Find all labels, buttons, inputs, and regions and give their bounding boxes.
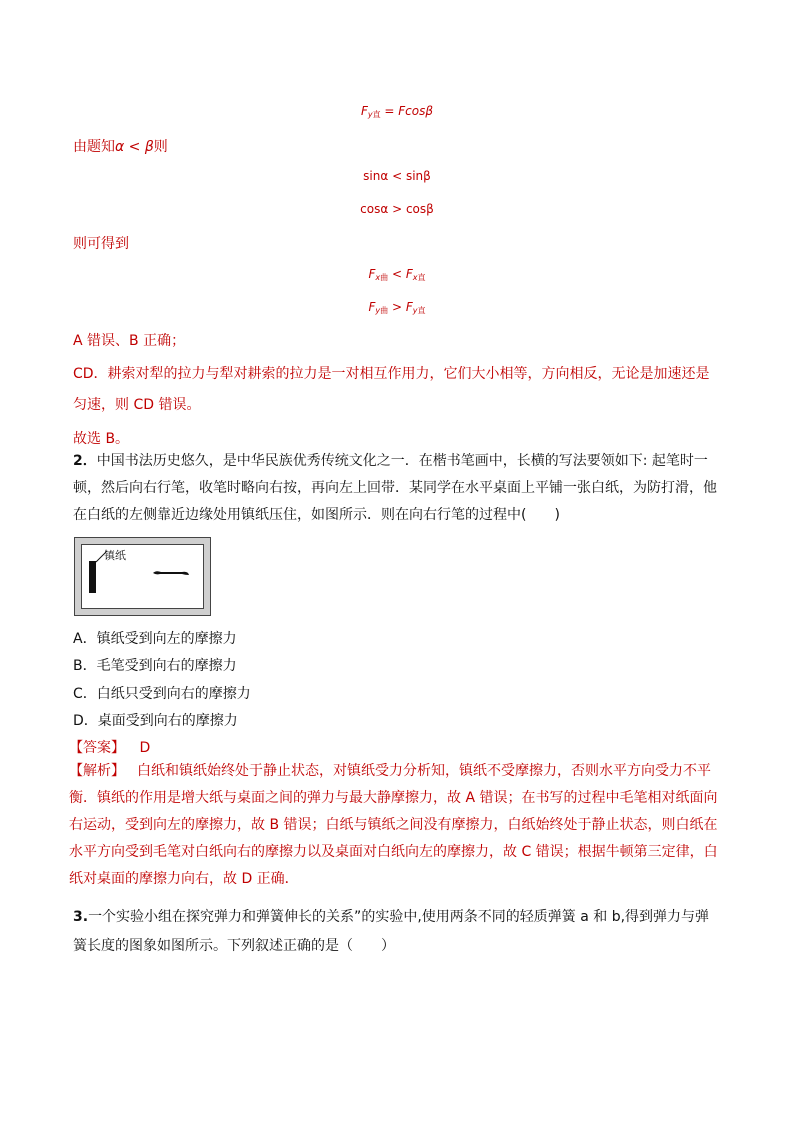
- condition: α < β: [115, 139, 154, 155]
- analysis-text: 白纸和镇纸始终处于静止状态，对镇纸受力分析知，镇纸不受摩擦力，否则水平方向受力不平衡．镇纸的作用是增大纸与桌面之间的弹力与最大静摩擦力，故 A 错误；在书写的过程中毛笔相对纸面向右运动，受到向左的摩擦力，故 B 错误；白纸与镇纸之间没有摩擦力，白纸始终处于静止状态，则白纸在水平方向受到毛笔对白纸向右的摩擦力以及桌面对白纸向左的摩擦力，故 C 错误；根据牛顿第三定律，白纸对桌面的摩擦力向右，故 D 正确．: [69, 763, 718, 887]
- figure-label: 镇纸: [104, 549, 126, 562]
- text-span: 则: [153, 139, 168, 155]
- text-span: 由题知: [73, 139, 115, 155]
- eq-symbol: F: [360, 104, 368, 118]
- final-choice: 故选 B。: [73, 431, 130, 447]
- equation-sin: sinα < sinβ: [363, 169, 431, 183]
- paper-sheet: [81, 544, 204, 609]
- eq-operator: >: [388, 300, 406, 314]
- equation-fx-compare: $F_{x曲} < F_{x直}$: [368, 267, 426, 282]
- question-text: 一个实验小组在探究弹力和弹簧伸长的关系”的实验中,使用两条不同的轻质弹簧 a 和 b,得到弹力与弹簧长度的图象如图所示。下列叙述正确的是（ ）: [73, 909, 710, 954]
- eq-symbol: β: [425, 104, 434, 118]
- question-3-stem: [73, 903, 723, 961]
- eq-subscript: 曲: [380, 306, 389, 315]
- option-b: B．毛笔受到向右的摩擦力: [73, 658, 237, 674]
- paperweight-bar: [89, 561, 96, 593]
- eq-subscript: 曲: [380, 273, 389, 282]
- question-number: 3.: [73, 909, 89, 925]
- analysis-label: 【解析】: [69, 763, 125, 779]
- answer-label: 【答案】: [69, 740, 125, 756]
- equation-fy-straight: [0, 104, 794, 120]
- analysis: [69, 758, 723, 893]
- answer-line: [69, 737, 150, 757]
- question-number: 2．: [73, 453, 97, 469]
- question-2-stem: [73, 448, 723, 529]
- question-text: 中国书法历史悠久，是中华民族优秀传统文化之一．在楷书笔画中，长横的写法要领如下: 起笔时一顿，然后向右行笔，收笔时略向右按，再向左上回带．某同学在水平桌面上平铺一张白纸，为防打滑，他在白纸的左侧靠近边缘处用镇纸压住，如图所示．则在向右行笔的过程中( ): [73, 453, 717, 523]
- eq-subscript: 直: [372, 110, 381, 119]
- brush-stroke: [152, 567, 190, 579]
- therefore-line: 则可得到: [73, 236, 129, 252]
- cd-explanation: CD．耕索对犁的拉力与犁对耕索的拉力是一对相互作用力，它们大小相等，方向相反，无论是加速还是匀速，则 CD 错误。: [73, 366, 710, 413]
- inkstone-paperweight-figure: [74, 537, 211, 616]
- eq-subscript: 直: [417, 306, 426, 315]
- option-a: A．镇纸受到向左的摩擦力: [73, 631, 237, 647]
- eq-subscript: 直: [417, 273, 426, 282]
- eq-operator: <: [388, 267, 406, 281]
- option-d: D．桌面受到向右的摩擦力: [73, 713, 238, 729]
- known-condition-line: [73, 136, 168, 156]
- eq-body: = Fcos: [380, 104, 426, 118]
- option-c: C．白纸只受到向右的摩擦力: [73, 686, 251, 702]
- equation-cos: cosα > cosβ: [360, 202, 434, 216]
- equation-fy-compare: $F_{y曲} > F_{y直}$: [368, 300, 426, 315]
- eq-subscript: y: [367, 110, 373, 119]
- answer-value: D: [139, 740, 151, 756]
- ab-conclusion: A 错误、B 正确；: [73, 333, 186, 349]
